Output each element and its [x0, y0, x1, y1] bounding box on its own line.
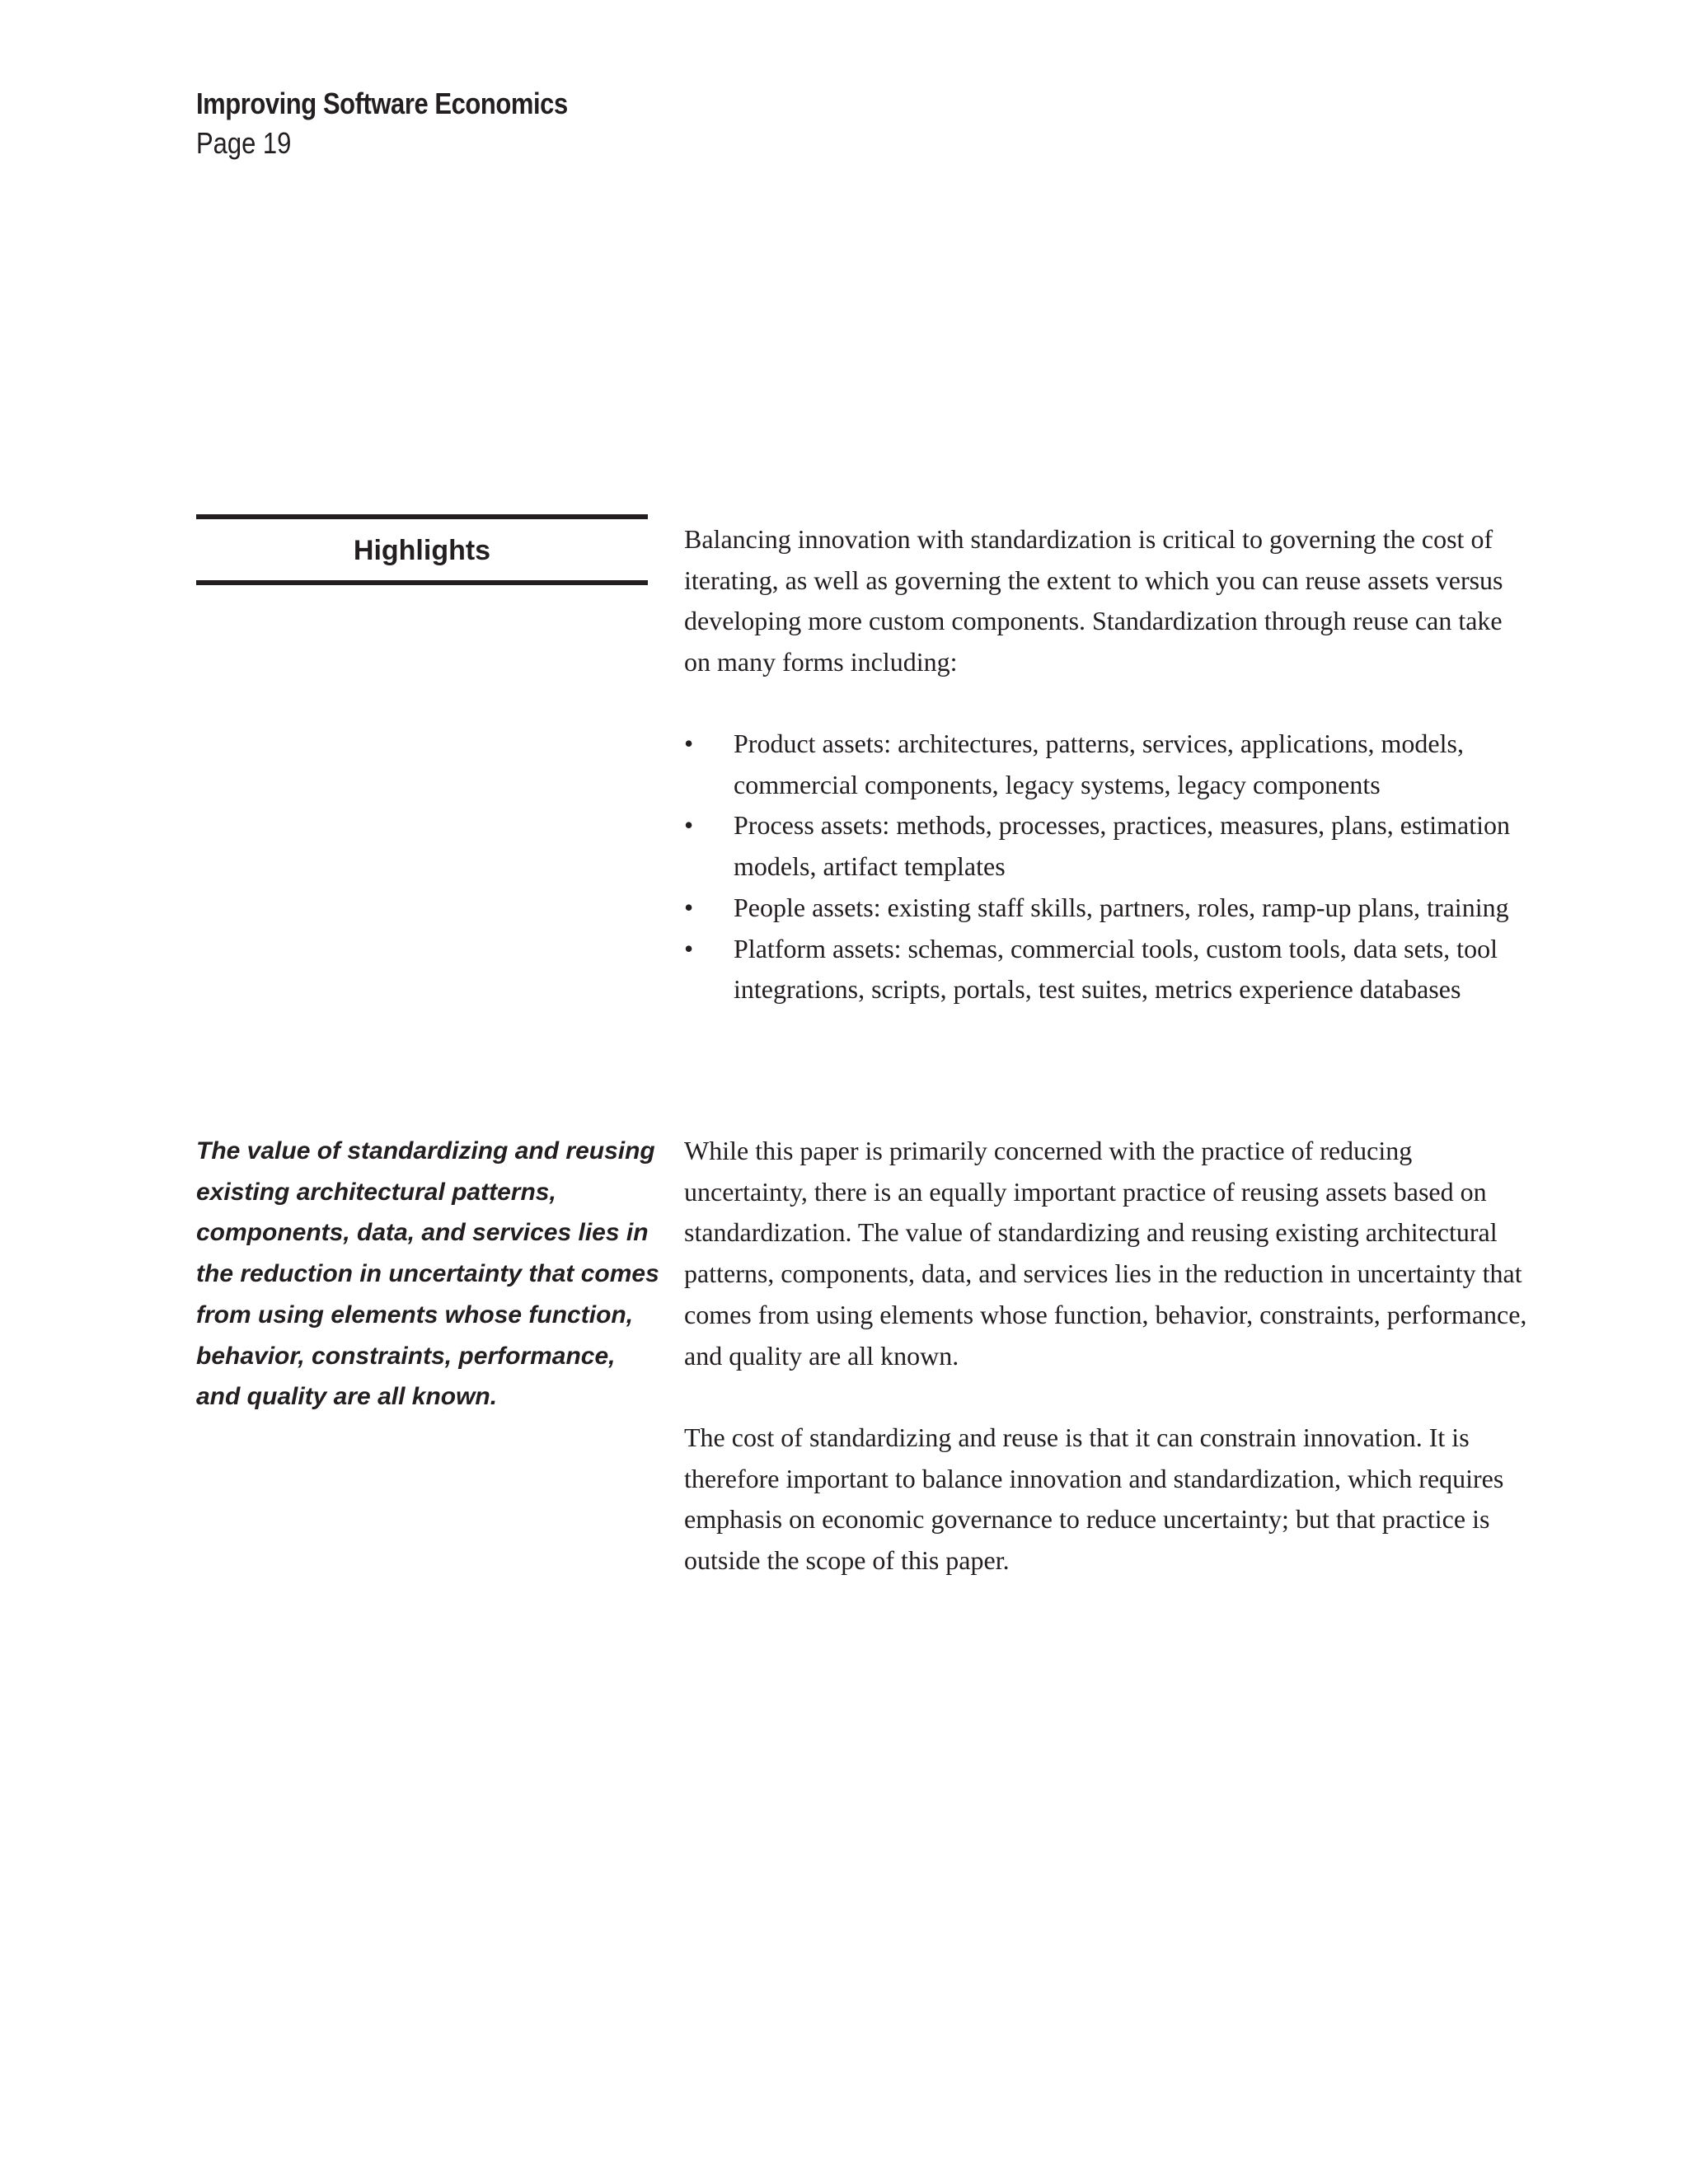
- pull-quote: The value of standardizing and reusing existing architectural patterns, components, data, and services lies in the reduction in uncertainty that comes from using elements whose function, behavior, constraints, performance, and quality are all known.: [196, 1137, 659, 1411]
- highlights-bottom-rule: [196, 580, 648, 585]
- bullet-icon: •: [684, 729, 694, 758]
- body-paragraph-reuse: While this paper is primarily concerned with the practice of reducing uncertainty, there is an equally important practice of reusing assets based on standardization. The value of standardizing and reusing existing architectural patterns, components, data, and services lies in the reduction in uncertainty that comes from using elements whose function, behavior, constraints, performance, and quality are all known.: [684, 1136, 1527, 1371]
- document-title: Improving Software Economics: [196, 87, 568, 120]
- asset-bullet-list: [684, 724, 1533, 1010]
- list-item: [684, 724, 1533, 805]
- highlights-top-rule: [196, 514, 648, 519]
- list-item: [684, 805, 1533, 887]
- bullet-icon: •: [684, 810, 694, 841]
- list-item-text: Product assets: architectures, patterns, services, applications, models, commercial components, legacy systems, legacy components: [734, 729, 1464, 799]
- list-item: [684, 929, 1533, 1010]
- body-paragraph-cost: The cost of standardizing and reuse is that it can constrain innovation. It is therefore important to balance innovation and standardization, which requires emphasis on economic governance to reduce uncertainty; but that practice is outside the scope of this paper.: [684, 1422, 1504, 1576]
- intro-paragraph: Balancing innovation with standardization is critical to governing the cost of iterating, as well as governing the extent to which you can reuse assets versus developing more custom components. Standardization through reuse can take on many forms including:: [684, 524, 1503, 677]
- list-item-text: People assets: existing staff skills, partners, roles, ramp-up plans, training: [734, 892, 1509, 922]
- highlights-heading: Highlights: [353, 535, 491, 566]
- list-item: [684, 888, 1533, 929]
- page-number: Page 19: [196, 126, 292, 160]
- list-item-text: Process assets: methods, processes, practices, measures, plans, estimation models, artifact templates: [734, 810, 1510, 882]
- list-item-text: Platform assets: schemas, commercial tools, custom tools, data sets, tool integrations, scripts, portals, test suites, metrics experience databases: [734, 933, 1498, 1005]
- bullet-icon: •: [684, 933, 694, 963]
- bullet-icon: •: [684, 892, 694, 922]
